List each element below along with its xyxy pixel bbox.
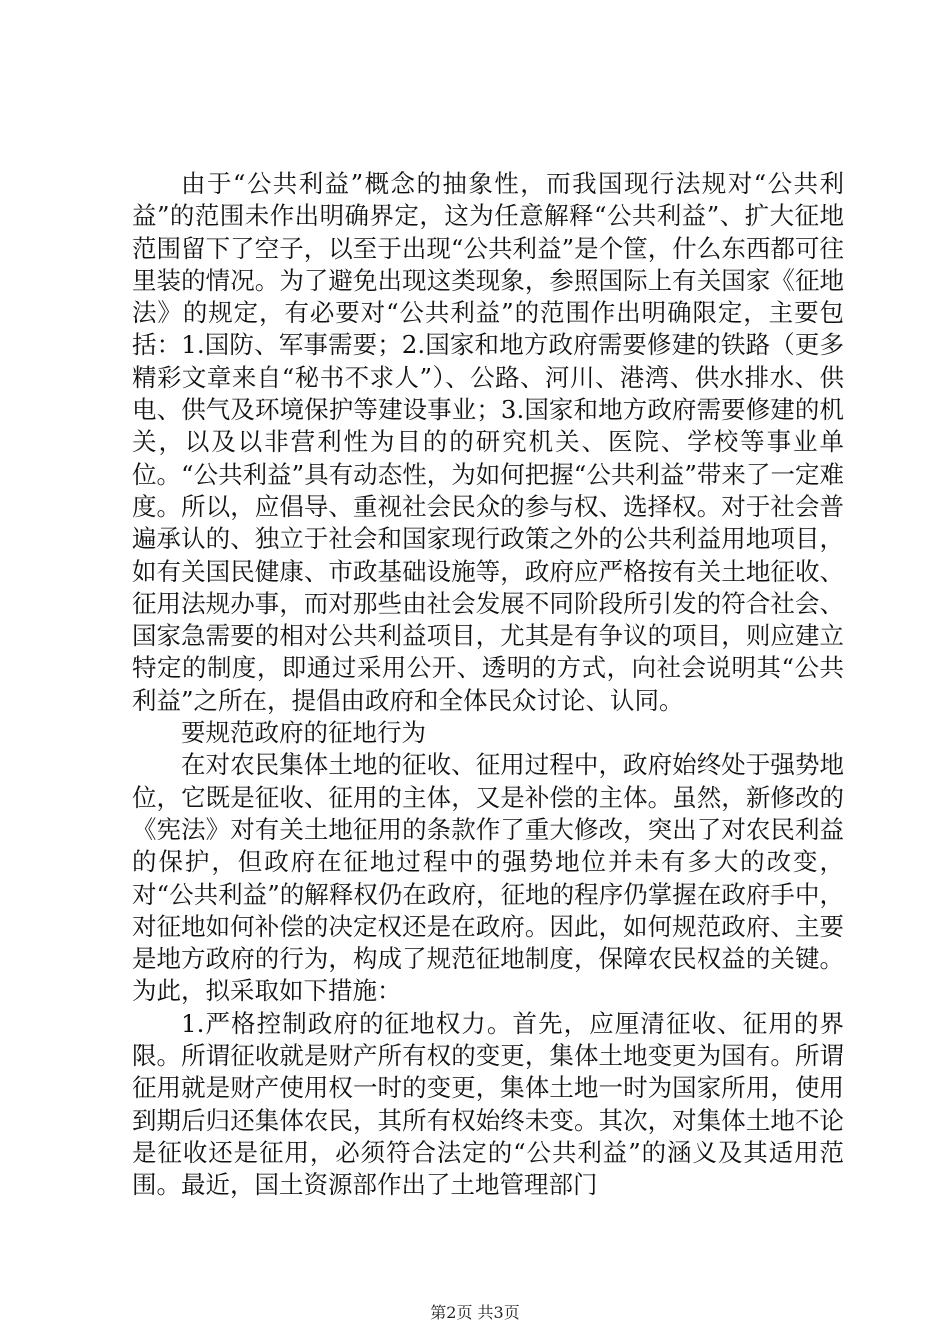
paragraph-government-role: 在对农民集体土地的征收、征用过程中，政府始终处于强势地位，它既是征收、征用的主体，又是补偿的主体。虽然，新修改的《宪法》对有关土地征用的条款作了重大修改，突出了对农民利益的保护，但政府在征地过程中的强势地位并未有多大的改变，对“公共利益”的解释权仍在政府，征地的程序仍掌握在政府手中，对征地如何补偿的决定权还是在政府。因此，如何规范政府、主要是地方政府的行为，构成了规范征地制度，保障农民权益的关键。为此，拟采取如下措施： (132, 750, 844, 1006)
page-number-footer: 第2页 共3页 (430, 1303, 520, 1322)
paragraph-measure-1: 1.严格控制政府的征地权力。首先，应厘清征收、征用的界限。所谓征收就是财产所有权的变更，集体土地变更为国有。所谓征用就是财产使用权一时的变更，集体土地一时为国家所用，使用到期后归还集体农民，其所有权始终未变。其次，对集体土地不论是征收还是征用，必须符合法定的“公共利益”的涵义及其适用范围。最近，国土资源部作出了土地管理部门 (132, 1008, 844, 1200)
section-heading: 要规范政府的征地行为 (181, 718, 426, 748)
document-body (132, 168, 844, 1202)
paragraph-public-interest: 由于“公共利益”概念的抽象性，而我国现行法规对“公共利益”的范围未作出明确界定，这为任意解释“公共利益”、扩大征地范围留下了空子，以至于出现“公共利益”是个筐，什么东西都可往里装的情况。为了避免出现这类现象，参照国际上有关国家《征地法》的规定，有必要对“公共利益”的范围作出明确限定，主要包括：1.国防、军事需要；2.国家和地方政府需要修建的铁路（更多精彩文章来自“秘书不求人”）、公路、河川、港湾、供水排水、供电、供气及环境保护等建设事业；3.国家和地方政府需要修建的机关，以及以非营利性为目的的研究机关、医院、学校等事业单位。“公共利益”具有动态性，为如何把握“公共利益”带来了一定难度。所以，应倡导、重视社会民众的参与权、选择权。对于社会普遍承认的、独立于社会和国家现行政策之外的公共利益用地项目，如有关国民健康、市政基础设施等，政府应严格按有关土地征收、征用法规办事，而对那些由社会发展不同阶段所引发的符合社会、国家急需要的相对公共利益项目，尤其是有争议的项目，则应建立特定的制度，即通过采用公开、透明的方式，向社会说明其“公共利益”之所在，提倡由政府和全体民众讨论、认同。 (132, 169, 844, 715)
